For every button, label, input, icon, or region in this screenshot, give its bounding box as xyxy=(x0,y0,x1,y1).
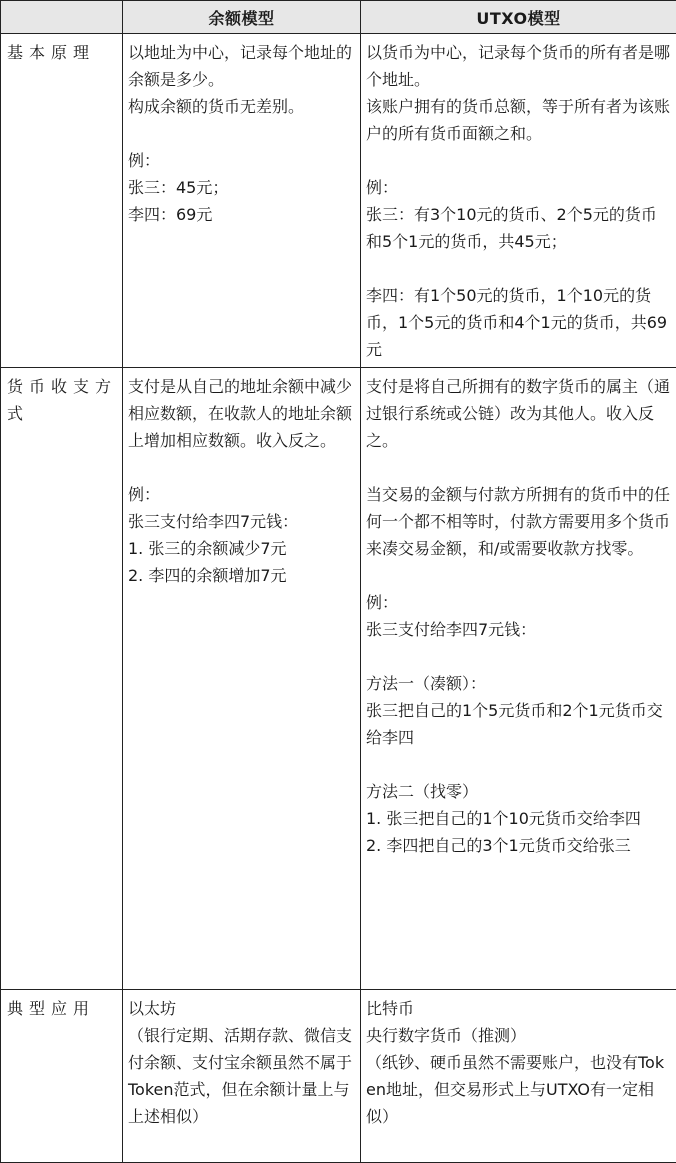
blank-line xyxy=(366,643,672,670)
cell-text-line: 1. 张三的余额减少7元 xyxy=(128,535,356,562)
blank-line xyxy=(366,751,672,778)
cell-text-line: 央行数字货币（推测） xyxy=(366,1022,672,1049)
header-blank xyxy=(1,1,123,34)
row-principle xyxy=(1,34,676,368)
cell-text-line: 张三：有3个10元的货币、2个5元的货币和5个1元的货币，共45元； xyxy=(366,201,672,255)
header-utxo-model: UTXO模型 xyxy=(361,1,676,34)
cell-text-line: 以货币为中心，记录每个货币的所有者是哪个地址。 xyxy=(366,39,672,93)
cell-text-line: （纸钞、硬币虽然不需要账户，也没有Token地址，但交易形式上与UTXO有一定相似） xyxy=(366,1049,672,1130)
cell-text-line: 李四：69元 xyxy=(128,201,356,228)
blank-line xyxy=(128,120,356,147)
utxo-cell xyxy=(361,990,676,1163)
header-balance-model: 余额模型 xyxy=(123,1,361,34)
balance-cell xyxy=(123,368,361,990)
row-typical-application xyxy=(1,990,676,1163)
row-label: 基本原理 xyxy=(1,34,123,368)
cell-text-line: 构成余额的货币无差别。 xyxy=(128,93,356,120)
balance-cell xyxy=(123,990,361,1163)
cell-text-line: 支付是将自己所拥有的数字货币的属主（通过银行系统或公链）改为其他人。收入反之。 xyxy=(366,373,672,454)
utxo-cell xyxy=(361,368,676,990)
cell-text-line: 例： xyxy=(128,147,356,174)
blank-line xyxy=(366,255,672,282)
utxo-cell xyxy=(361,34,676,368)
cell-text-line: 方法二（找零） xyxy=(366,778,672,805)
cell-text-line: 例： xyxy=(366,174,672,201)
row-payment-method xyxy=(1,368,676,990)
blank-line xyxy=(366,454,672,481)
cell-text-line: 比特币 xyxy=(366,995,672,1022)
cell-text-line: 张三支付给李四7元钱： xyxy=(128,508,356,535)
cell-text-line: 2. 李四的余额增加7元 xyxy=(128,562,356,589)
row-label: 货币收支方式 xyxy=(1,368,123,990)
blank-line xyxy=(366,562,672,589)
cell-text-line: 该账户拥有的货币总额，等于所有者为该账户的所有货币面额之和。 xyxy=(366,93,672,147)
cell-text-line: 以太坊 xyxy=(128,995,356,1022)
header-row xyxy=(1,1,676,34)
cell-text-line: 以地址为中心，记录每个地址的余额是多少。 xyxy=(128,39,356,93)
balance-cell xyxy=(123,34,361,368)
cell-text-line: 李四：有1个50元的货币，1个10元的货币，1个5元的货币和4个1元的货币，共69元 xyxy=(366,282,672,363)
cell-text-line: 例： xyxy=(366,589,672,616)
cell-text-line: 例： xyxy=(128,481,356,508)
cell-text-line: 张三支付给李四7元钱： xyxy=(366,616,672,643)
cell-text-line: 方法一（凑额）： xyxy=(366,670,672,697)
row-label: 典型应用 xyxy=(1,990,123,1163)
cell-text-line: 1. 张三把自己的1个10元货币交给李四 xyxy=(366,805,672,832)
blank-line xyxy=(128,454,356,481)
blank-line xyxy=(366,147,672,174)
cell-text-line: 支付是从自己的地址余额中减少相应数额，在收款人的地址余额上增加相应数额。收入反之。 xyxy=(128,373,356,454)
cell-text-line: 张三把自己的1个5元货币和2个1元货币交给李四 xyxy=(366,697,672,751)
cell-text-line: 张三：45元； xyxy=(128,174,356,201)
cell-text-line: 2. 李四把自己的3个1元货币交给张三 xyxy=(366,832,672,859)
cell-text-line: （银行定期、活期存款、微信支付余额、支付宝余额虽然不属于Token范式，但在余额计量上与上述相似） xyxy=(128,1022,356,1130)
cell-text-line: 当交易的金额与付款方所拥有的货币中的任何一个都不相等时，付款方需要用多个货币来凑交易金额，和/或需要收款方找零。 xyxy=(366,481,672,562)
